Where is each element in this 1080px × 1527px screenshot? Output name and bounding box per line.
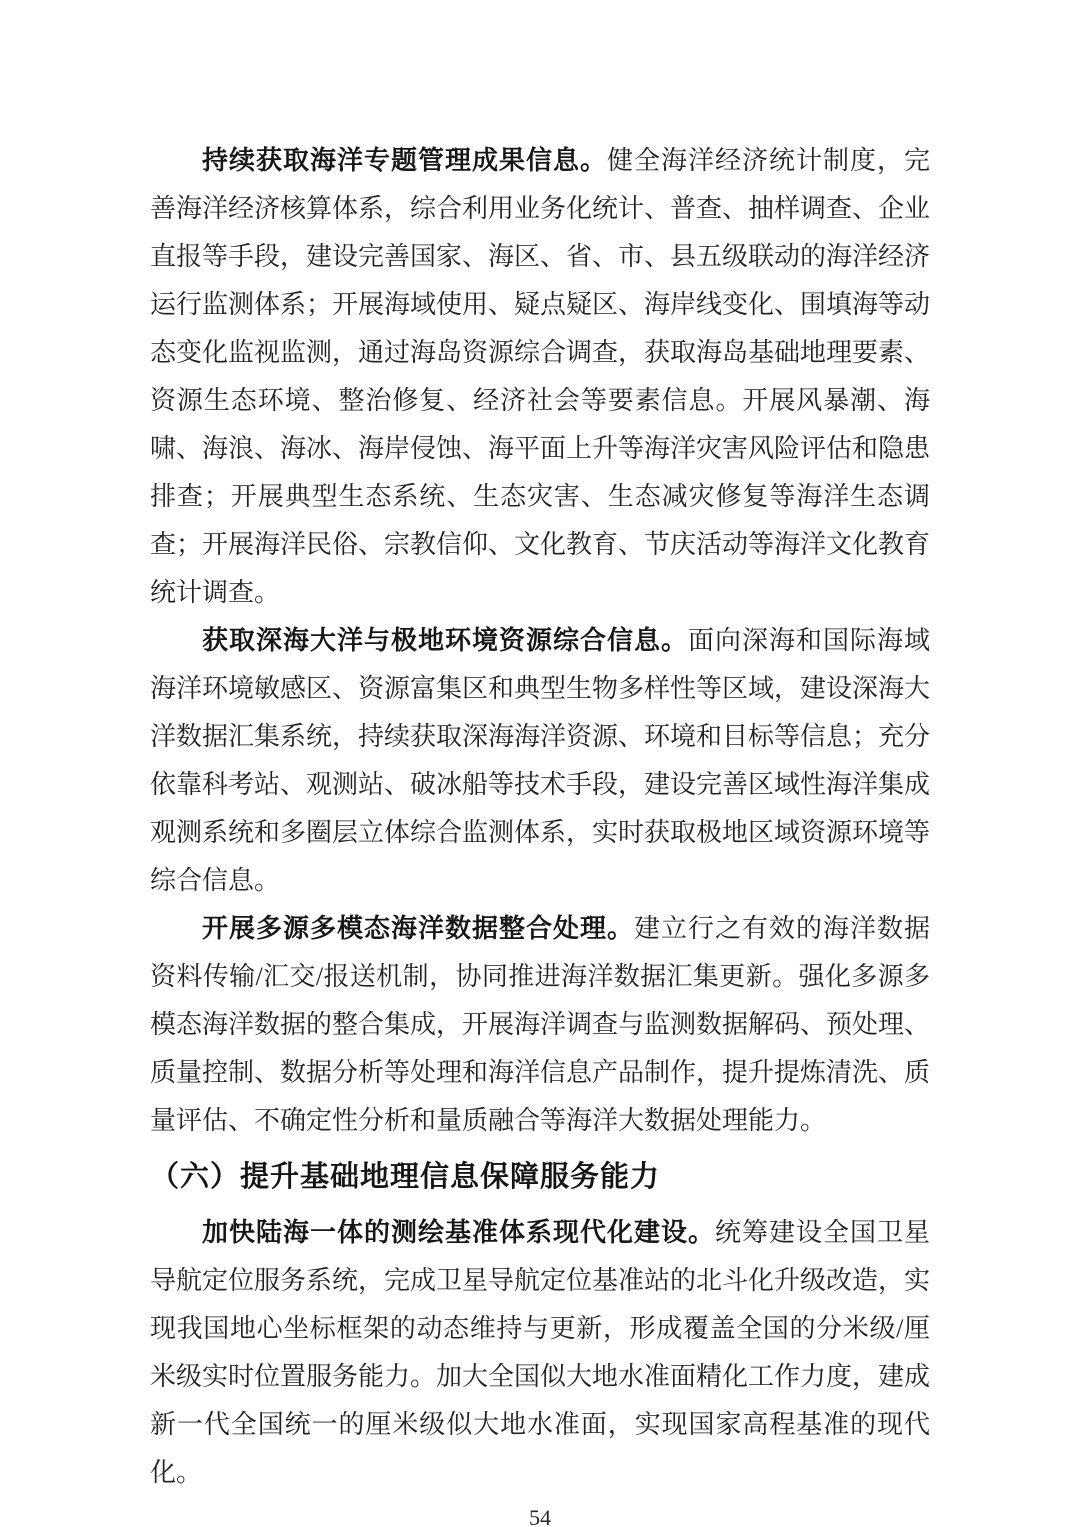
page-number: 54 bbox=[529, 1505, 551, 1527]
paragraph-body-text: 统筹建设全国卫星导航定位服务系统，完成卫星导航定位基准站的北斗化升级改造，实现我国地心坐标框架的动态维持与更新，形成覆盖全国的分米级/厘米级实时位置服务能力。加大全国似大地水准面精化工作力度，建成新一代全国统一的厘米级似大地水准面，实现国家高程基准的现代化。 bbox=[150, 1218, 931, 1487]
paragraph-body-text: 面向深海和国际海域海洋环境敏感区、资源富集区和典型生物多样性等区域，建设深海大洋数据汇集系统，持续获取深海海洋资源、环境和目标等信息；充分依靠科考站、观测站、破冰船等技术手段，建设完善区域性海洋集成观测系统和多圈层立体综合监测体系，实时获取极地区域资源环境等综合信息。 bbox=[150, 626, 931, 895]
paragraph-lead-sentence: 获取深海大洋与极地环境资源综合信息。 bbox=[202, 626, 688, 655]
paragraph-lead-sentence: 加快陆海一体的测绘基准体系现代化建设。 bbox=[202, 1218, 715, 1247]
paragraph bbox=[150, 617, 930, 905]
paragraph-body-text: 健全海洋经济统计制度，完善海洋经济核算体系，综合利用业务化统计、普查、抽样调查、企业直报等手段，建设完善国家、海区、省、市、县五级联动的海洋经济运行监测体系；开展海域使用、疑点疑区、海岸线变化、围填海等动态变化监视监测，通过海岛资源综合调查，获取海岛基础地理要素、资源生态环境、整治修复、经济社会等要素信息。开展风暴潮、海啸、海浪、海冰、海岸侵蚀、海平面上升等海洋灾害风险评估和隐患排查；开展典型生态系统、生态灾害、生态减灾修复等海洋生态调查；开展海洋民俗、宗教信仰、文化教育、节庆活动等海洋文化教育统计调查。 bbox=[150, 146, 931, 607]
paragraph-body-text: 建立行之有效的海洋数据资料传输/汇交/报送机制，协同推进海洋数据汇集更新。强化多源多模态海洋数据的整合集成，开展海洋调查与监测数据解码、预处理、质量控制、数据分析等处理和海洋信息产品制作，提升提炼清洗、质量评估、不确定性分析和量质融合等海洋大数据处理能力。 bbox=[150, 914, 931, 1135]
section-heading: （六）提升基础地理信息保障服务能力 bbox=[150, 1161, 661, 1193]
paragraph bbox=[150, 137, 930, 617]
paragraph-lead-sentence: 开展多源多模态海洋数据整合处理。 bbox=[202, 914, 634, 943]
document-body bbox=[150, 137, 930, 1497]
paragraph-lead-sentence: 持续获取海洋专题管理成果信息。 bbox=[202, 146, 607, 175]
paragraph bbox=[150, 1209, 930, 1497]
paragraph bbox=[150, 905, 930, 1145]
